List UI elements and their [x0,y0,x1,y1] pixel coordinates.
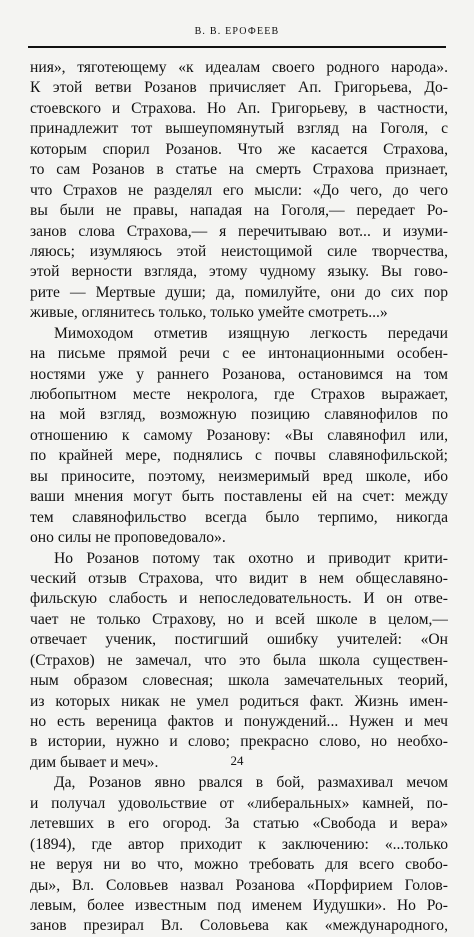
text-line: в истории, нужно и слово; прекрасно слово, но необхо- [30,733,448,751]
running-title: В. В. ЕРОФЕЕВ [194,26,280,37]
text-line: ляюсь; изумляюсь этой неистощимой силе творчества, [30,242,448,260]
text-line: занов слова Страхова,— я перечитываю вот... и изуми- [30,222,448,240]
text-line: летевших в его огород. За статью «Свобода и вера» [30,815,448,833]
text-line: Но Розанов потому так охотно и приводит крити- [54,549,448,567]
text-line: живые, оглянитесь только, только умейте смотреть...» [30,304,388,322]
paragraph [30,324,448,549]
text-line: ды», Вл. Соловьев назвал Розанова «Порфирием Голов- [30,876,448,894]
text-line: К этой ветви Розанов причисляет Ап. Григорьева, До- [30,79,448,97]
text-line: стоевского и Страхова. Но Ап. Григорьеву, в частности, [30,99,448,117]
text-line: ческий отзыв Страхова, что видит в нем общеславяно- [30,569,448,587]
text-line: вы были не правы, нападая на Гоголя,— передает Ро- [30,202,448,220]
text-line: и получал удовольствие от «либеральных» камней, по- [30,794,448,812]
text-line: отношению к самому Розанову: «Вы славянофил или, [30,426,448,444]
body-text [30,58,448,937]
text-line: рите — Мертвые души; да, помилуйте, они до сих пор [30,283,448,301]
text-line: но есть вереница фактов и понуждений... Нужен и меч [30,713,448,730]
text-line: Мимоходом отметив изящную легкость передачи [54,324,448,342]
text-line: вы приносите, поэтому, неизмеримый вред школе, ибо [30,467,448,485]
text-line: ным образом словесная; школа замечательных теорий, [30,672,448,690]
text-line: левым, более известным под именем Иудушки». Но Ро- [30,896,448,914]
text-line: ностями уже у раннего Розанова, остановимся на том [30,365,448,383]
text-line: любопытном месте некролога, где Страхов выражает, [30,386,448,403]
text-line: ваши мнения могут быть поставлены ей на счет: между [30,488,448,506]
paragraph [30,58,448,324]
text-line: не веруя ни во что, можно требовать для всего свобо- [30,856,448,874]
text-line: дим бывает и меч». [30,753,159,771]
text-line: занов презирал Вл. Соловьева как «международного, [30,917,448,935]
text-line: тем славянофильство всегда было терпимо, никогда [30,508,448,526]
text-line: оно силы не проповедовало». [30,529,226,547]
text-line: то сам Розанов в статье на смерть Страхова признает, [30,161,448,179]
text-line: этой верности взгляда, этому чудному языку. Вы гово- [30,263,448,281]
text-line: принадлежит тот вышеупомянутый взгляд на Гоголя, с [30,120,448,138]
text-line: из которых никак не умел родиться факт. Жизнь имен- [30,692,448,710]
text-line: Да, Розанов явно рвался в бой, размахивал мечом [54,774,448,792]
text-line: на мой взгляд, возможную позицию славянофилов по [30,406,448,424]
text-line: отвечает ученик, постигший ошибку учителей: «Он [30,631,448,649]
text-line: (Страхов) не замечал, что это была школа существен- [30,651,448,669]
text-line: фильскую слабость и непоследовательность. И он отве- [30,590,448,608]
text-line: ния», тяготеющему «к идеалам своего родного народа». [30,59,448,76]
page-number: 24 [230,753,244,768]
header-rule [28,46,446,48]
paragraph [30,549,448,774]
text-line: которым спорил Розанов. Что же касается Страхова, [30,140,448,158]
text-line: чает не только Страхову, но и всей школе в целом,— [30,610,448,628]
text-line: на письме прямой речи с ее интонационными особен- [30,345,448,363]
paragraph [30,773,448,937]
text-line: по крайней мере, поднялись с почвы славянофильской; [30,447,448,465]
text-line: (1894), где автор приходит к заключению: «...только [30,835,448,853]
text-line: что Страхов не разделял его мысли: «До чего, до чего [30,181,448,199]
